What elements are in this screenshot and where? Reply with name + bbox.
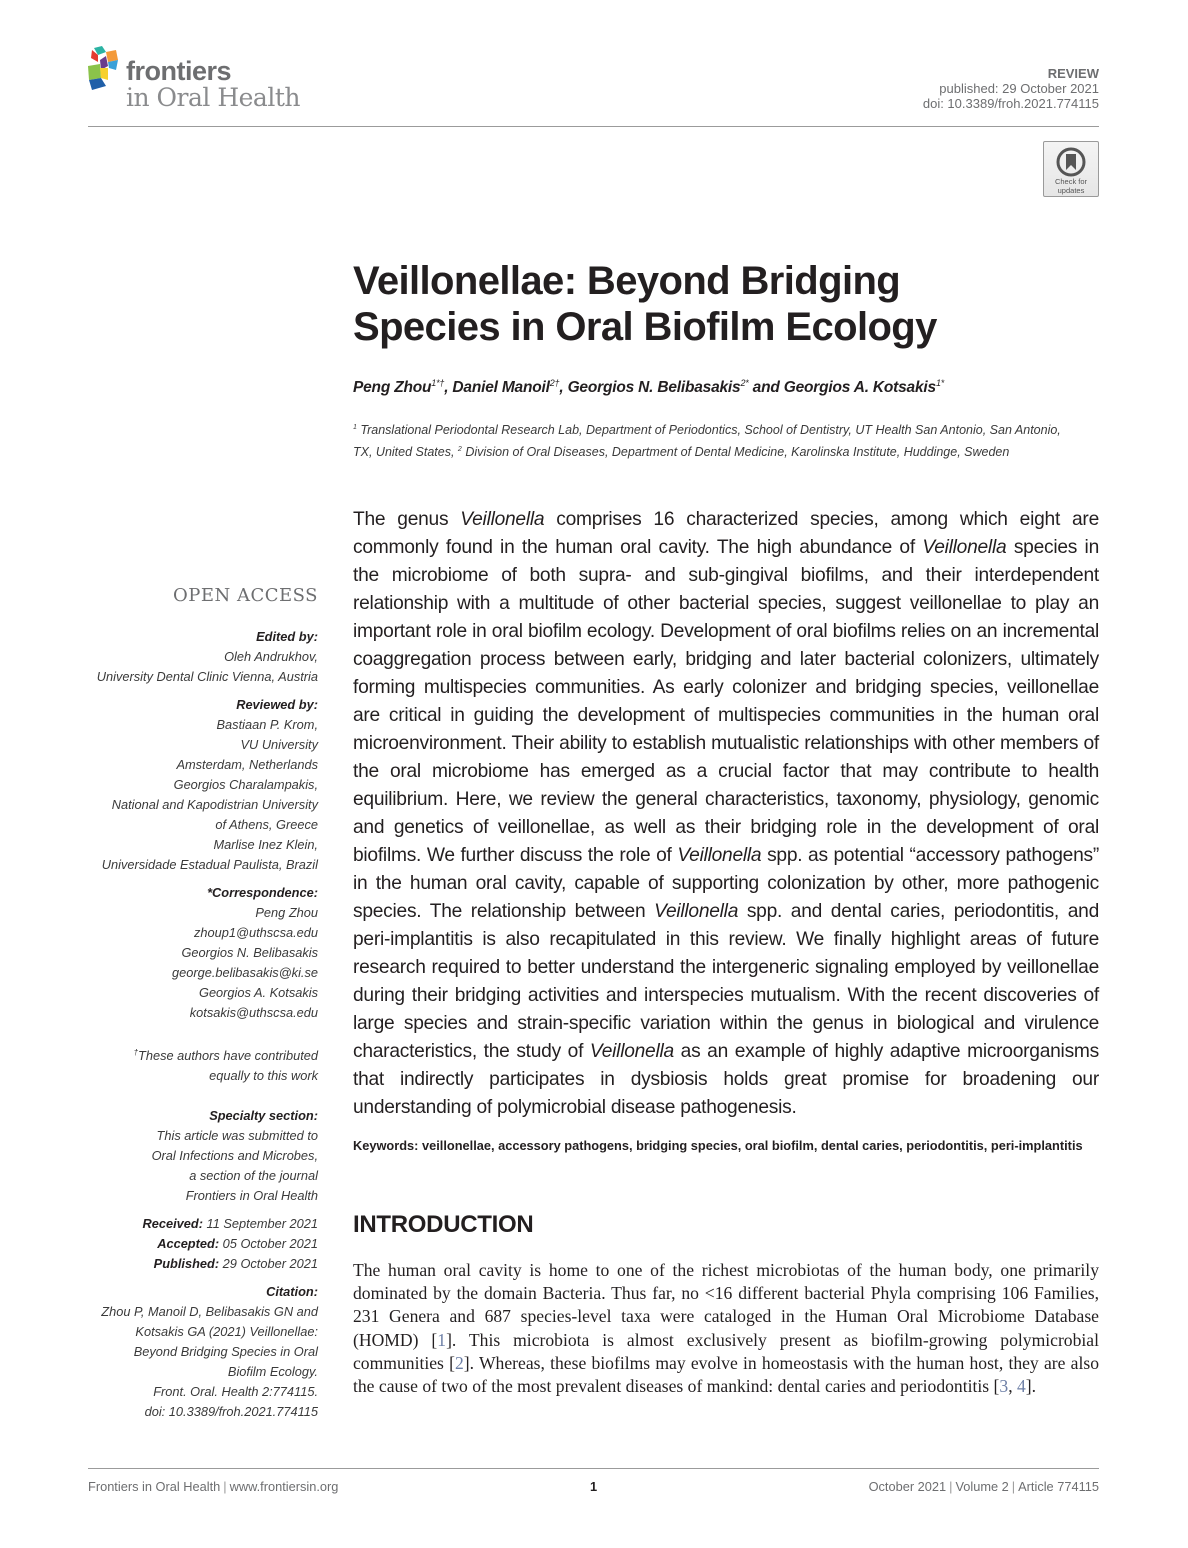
article-title — [353, 258, 1053, 350]
open-access-label: OPEN ACCESS — [172, 585, 318, 606]
author-connector: and — [752, 379, 780, 396]
reviewer-line: National and Kapodistrian University — [111, 797, 318, 812]
author-list: Peng Zhou$^{1*\dagger}$, Daniel Manoil$^{2\dagger}$, Georgios N. Belibasakis$^{2*}$ and Georgios A. Kotsakis$^{1*}$ — [353, 378, 945, 396]
genus-name: Veillonella — [677, 845, 762, 866]
frontiers-cube-logo-icon — [86, 46, 126, 92]
citation-line: Front. Oral. Health 2:774115. — [153, 1384, 318, 1399]
date-value: 05 October 2021 — [222, 1236, 318, 1251]
affiliation-text: Translational Periodontal Research Lab, Department of Periodontics, School of Dentistry, UT Health San Antonio, San Antonio, TX, United States, — [353, 423, 1061, 459]
check-for-updates-button[interactable] — [1043, 141, 1099, 197]
correspondence-name: Peng Zhou — [255, 905, 318, 920]
author-marks: 2† — [549, 378, 560, 388]
footer-date: October 2021 — [868, 1479, 947, 1494]
genus-name: Veillonella — [460, 509, 545, 530]
abstract-text: comprises 16 characterized species, among which eight are commonly found in the human oral cavity. The high abundance of — [353, 509, 1099, 558]
editor-line: Oleh Andrukhov, — [224, 649, 318, 664]
reference-link[interactable]: 4 — [1016, 1376, 1026, 1397]
article-meta-header — [923, 66, 1099, 111]
journal-logo[interactable] — [86, 46, 326, 116]
author-name[interactable]: Georgios A. Kotsakis — [783, 379, 936, 396]
article-type: REVIEW — [1047, 66, 1099, 81]
footer-website-link[interactable]: www.frontiersin.org — [229, 1479, 339, 1494]
genus-name: Veillonella — [589, 1041, 674, 1062]
author-marks: 1* — [935, 378, 945, 388]
intro-text: ]. Whereas, these biofilms may evolve in homeostasis with the human host, they are also the cause of two of the most prevalent diseases of mankind: dental caries and periodontitis [ — [353, 1352, 1099, 1397]
correspondence-email[interactable]: kotsakis@uthscsa.edu — [189, 1005, 318, 1020]
footer-volume: Volume 2 — [955, 1479, 1009, 1494]
date-label: Received: — [142, 1216, 203, 1231]
reference-link[interactable]: 3 — [999, 1376, 1009, 1397]
reviewer-line: VU University — [240, 737, 318, 752]
date-value: 11 September 2021 — [206, 1216, 318, 1231]
reference-link[interactable]: 1 — [437, 1329, 447, 1350]
article-doi[interactable]: doi: 10.3389/froh.2021.774115 — [922, 96, 1099, 111]
intro-text: ]. This microbiota is almost exclusively present as biofilm-growing polymicrobial communities [ — [353, 1329, 1099, 1373]
author-marks: 1*† — [431, 378, 445, 388]
affiliation-number: 2 — [457, 446, 462, 453]
affiliations — [353, 418, 1068, 462]
date-label: Published: — [153, 1256, 220, 1271]
keywords-label: Keywords: — [353, 1138, 419, 1153]
separator: | — [1011, 1479, 1016, 1494]
dagger-mark: † — [133, 1048, 139, 1057]
keywords — [353, 1136, 1099, 1156]
intro-text: The human oral cavity is home to one of the richest microbiotas of the human body, one primarily dominated by the domain Bacteria. Thus far, no <16 different bacterial Phyla comprising 106 Families, 231 Genera and 687 species-level taxa were cataloged in the Human Oral Microbiome Database (HOMD) [ — [353, 1260, 1099, 1350]
equal-contribution-note — [88, 1043, 318, 1066]
introduction-paragraph — [353, 1259, 1099, 1398]
abstract-text: spp. as potential “accessory pathogens” in the human oral cavity, capable of supporting colonization by other, more pathogenic species. The relationship between — [353, 845, 1099, 922]
specialty-line: Oral Infections and Microbes, — [151, 1148, 318, 1163]
citation-line: Biofilm Ecology. — [227, 1364, 318, 1379]
note-text: equally to this work — [209, 1068, 318, 1083]
introduction-heading: INTRODUCTION — [353, 1211, 534, 1238]
citation-line: Kotsakis GA (2021) Veillonellae: — [135, 1324, 318, 1339]
affiliation-text: Division of Oral Diseases, Department of Dental Medicine, Karolinska Institute, Huddinge, Sweden — [465, 445, 1010, 459]
genus-name: Veillonella — [922, 537, 1007, 558]
genus-name: Veillonella — [654, 901, 739, 922]
reviewer-line: Georgios Charalampakis, — [173, 777, 318, 792]
citation-label: Citation: — [266, 1284, 318, 1299]
affiliation-number: 1 — [353, 424, 357, 431]
abstract-text: spp. and dental caries, periodontitis, and peri-implantitis is also recapitulated in this review. We finally highlight areas of future research required to better understand the intergeneric signaling employed by veillonellae during their bridging activities and interspecies mutualism. With the recent discoveries of large species and strain-specific variation within the genus in biological and virulence characteristics, the study of — [353, 901, 1099, 1062]
reviewed-by-label: Reviewed by: — [236, 697, 318, 712]
keywords-list: veillonellae, accessory pathogens, bridging species, oral biofilm, dental caries, periodontitis, peri-implantitis — [421, 1138, 1083, 1153]
accepted-date — [88, 1234, 318, 1254]
correspondence-name: Georgios N. Belibasakis — [181, 945, 318, 960]
author-name[interactable]: Peng Zhou — [353, 379, 432, 396]
bookmark-circle-icon — [1055, 147, 1087, 177]
reviewer-line: Universidade Estadual Paulista, Brazil — [101, 857, 318, 872]
specialty-line: This article was submitted to — [156, 1128, 318, 1143]
received-date — [88, 1214, 318, 1234]
separator: | — [223, 1479, 227, 1494]
note-text: These authors have contributed — [138, 1048, 318, 1063]
footer-journal-name: Frontiers in Oral Health — [88, 1479, 221, 1494]
reviewer-line: Marlise Inez Klein, — [213, 837, 318, 852]
abstract-text: species in the microbiome of both supra- and sub-gingival biofilms, and their interdependent relationship with a multitude of other bacterial species, suggest veillonellae to play an important role in oral biofilm ecology. Development of oral biofilms relies on an incremental coaggregation process between early, bridging and later bacterial colonizers, ultimately forming multispecies communities. As early colonizer and bridging species, veillonellae are critical in guiding the development of multispecies communities in the human oral microenvironment. Their ability to establish mutualistic relationships with other members of the oral microbiome has emerged as a crucial factor that may contribute to health equilibrium. Here, we review the general characteristics, taxonomy, physiology, genomic and genetics of veillonellae, as well as their bridging role in the development of oral biofilms. We further discuss the role of — [353, 537, 1099, 866]
reviewer-line: Bastiaan P. Krom, — [216, 717, 318, 732]
intro-text: ]. — [1025, 1376, 1037, 1397]
citation-doi[interactable]: doi: 10.3389/froh.2021.774115 — [144, 1404, 318, 1419]
specialty-line: a section of the journal — [189, 1168, 318, 1183]
specialty-section-label: Specialty section: — [209, 1108, 318, 1123]
published-date-sidebar — [88, 1254, 318, 1274]
date-label: Accepted: — [157, 1236, 220, 1251]
abstract — [353, 506, 1099, 1122]
author-name[interactable]: Georgios N. Belibasakis — [567, 379, 741, 396]
footer-article-number: Article 774115 — [1018, 1479, 1099, 1494]
reference-link[interactable]: 2 — [454, 1352, 464, 1373]
footer-divider — [88, 1468, 1099, 1469]
title-line-1: Veillonellae: Beyond Bridging — [353, 259, 901, 303]
published-date: published: 29 October 2021 — [939, 81, 1099, 96]
date-value: 29 October 2021 — [222, 1256, 318, 1271]
separator: | — [949, 1479, 953, 1494]
editor-line: University Dental Clinic Vienna, Austria — [96, 669, 318, 684]
page-number: 1 — [590, 1479, 598, 1494]
author-marks: 2* — [740, 378, 749, 388]
abstract-text: The genus — [353, 509, 461, 530]
specialty-line: Frontiers in Oral Health — [185, 1188, 318, 1203]
correspondence-email[interactable]: george.belibasakis@ki.se — [171, 965, 318, 980]
citation-line: Beyond Bridging Species in Oral — [133, 1344, 318, 1359]
correspondence-email[interactable]: zhoup1@uthscsa.edu — [194, 925, 318, 940]
reviewer-line: of Athens, Greece — [215, 817, 318, 832]
check-updates-line2: updates — [1057, 186, 1085, 195]
edited-by-label: Edited by: — [256, 629, 318, 644]
reviewer-line: Amsterdam, Netherlands — [176, 757, 318, 772]
abstract-text: as an example of highly adaptive microorganisms that indirectly participates in dysbiosis holds great promise for broadening our understanding of polymicrobial disease pathogenesis. — [353, 1041, 1099, 1118]
author-name[interactable]: Daniel Manoil — [452, 379, 550, 396]
sidebar-editorial-info — [88, 627, 318, 1422]
footer-journal — [88, 1479, 338, 1494]
logo-journal-name: in Oral Health — [126, 83, 300, 112]
check-updates-line1: Check for — [1054, 177, 1088, 186]
correspondence-name: Georgios A. Kotsakis — [198, 985, 318, 1000]
citation-line: Zhou P, Manoil D, Belibasakis GN and — [101, 1304, 318, 1319]
footer-issue-info — [869, 1479, 1099, 1494]
title-line-2: Species in Oral Biofilm Ecology — [353, 305, 937, 349]
correspondence-label: *Correspondence: — [207, 885, 318, 900]
header-divider — [88, 126, 1099, 127]
intro-text: , — [1008, 1376, 1017, 1397]
logo-wordmark: frontiers — [126, 56, 232, 86]
